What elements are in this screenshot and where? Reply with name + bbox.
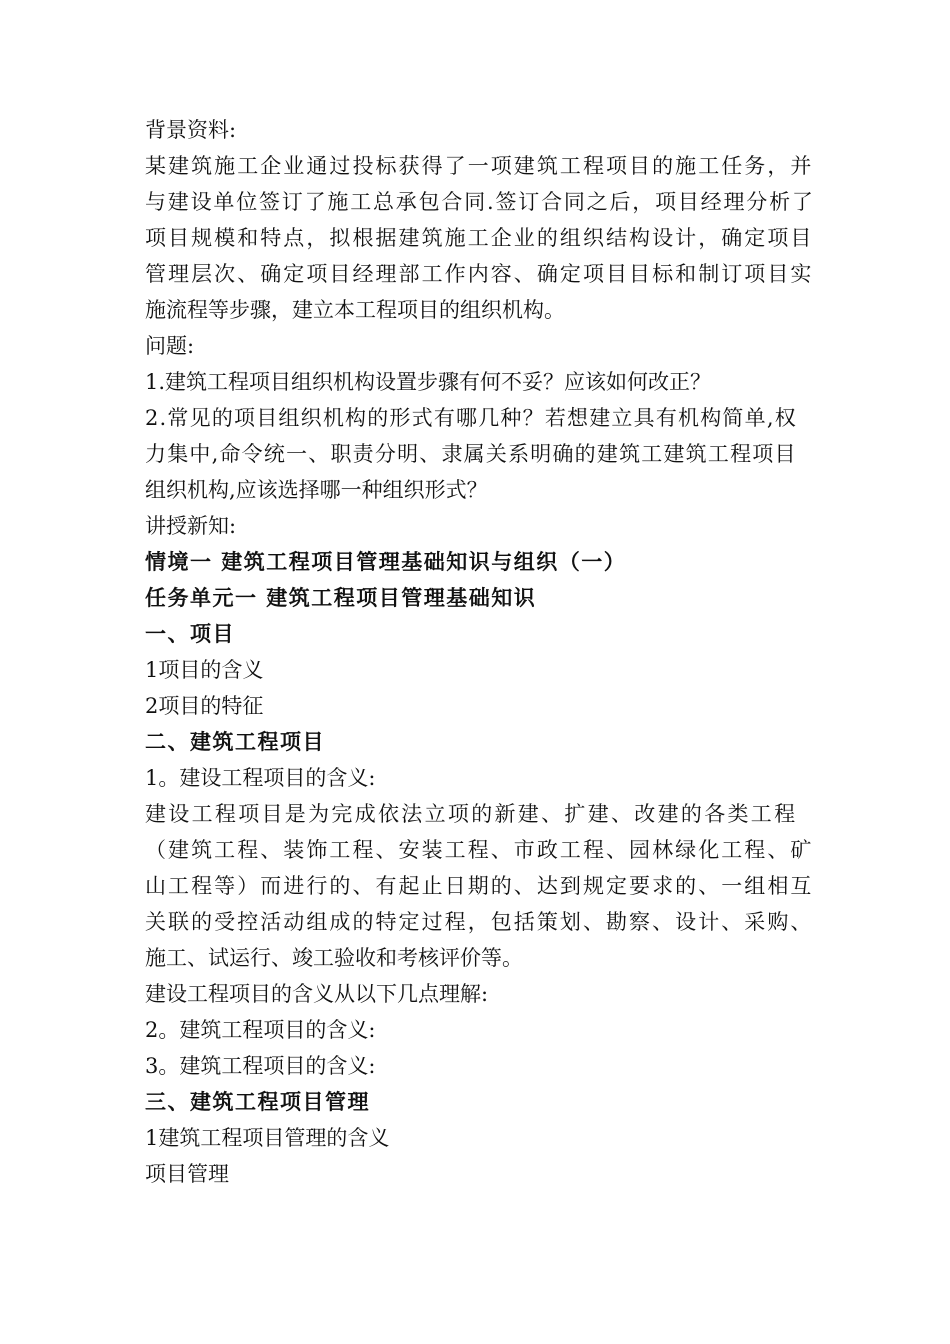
- question-1: 1.建筑工程项目组织机构设置步骤有何不妥？应该如何改正？: [145, 370, 712, 394]
- question-2-line-2: 力集中,命令统一、职责分明、隶属关系明确的建筑工建筑工程项目: [145, 442, 797, 466]
- background-paragraph-line-4: 管理层次、确定项目经理部工作内容、确定项目目标和制订项目实: [145, 262, 814, 286]
- new-knowledge-heading: 讲授新知:: [145, 514, 237, 538]
- project-management-label: 项目管理: [145, 1162, 229, 1186]
- questions-heading: 问题:: [145, 334, 195, 358]
- section-2-item-3: 3。建筑工程项目的含义:: [145, 1054, 376, 1078]
- question-2-line-3: 组织机构,应该选择哪一种组织形式？: [145, 478, 488, 502]
- section-1-item-1: 1项目的含义: [145, 658, 264, 682]
- section-3-item-1: 1建筑工程项目管理的含义: [145, 1126, 390, 1150]
- section-1-heading: 一、项目: [145, 621, 235, 646]
- definition-paragraph-line-4: 关联的受控活动组成的特定过程，包括策划、勘察、设计、采购、: [145, 910, 814, 934]
- definition-explanation: 建设工程项目的含义从以下几点理解:: [145, 982, 489, 1006]
- section-2-item-2: 2。建筑工程项目的含义:: [145, 1018, 376, 1042]
- background-paragraph-line-1: 某建筑施工企业通过投标获得了一项建筑工程项目的施工任务，并: [145, 154, 814, 178]
- scenario-title: 情境一 建筑工程项目管理基础知识与组织（一）: [145, 549, 627, 574]
- definition-paragraph-line-1: 建设工程项目是为完成依法立项的新建、扩建、改建的各类工程: [145, 802, 798, 826]
- section-1-item-2: 2项目的特征: [145, 694, 264, 718]
- definition-paragraph-line-3: 山工程等）而进行的、有起止日期的、达到规定要求的、一组相互: [145, 874, 814, 898]
- section-2-heading: 二、建筑工程项目: [145, 729, 325, 754]
- task-unit-title: 任务单元一 建筑工程项目管理基础知识: [145, 585, 537, 610]
- question-2-line-1: 2.常见的项目组织机构的形式有哪几种？若想建立具有机构简单,权: [145, 406, 797, 430]
- background-heading: 背景资料:: [145, 118, 237, 142]
- background-paragraph-line-3: 项目规模和特点，拟根据建筑施工企业的组织结构设计，确定项目: [145, 226, 814, 250]
- section-2-item-1: 1。建设工程项目的含义:: [145, 766, 376, 790]
- background-paragraph-line-2: 与建设单位签订了施工总承包合同.签订合同之后，项目经理分析了: [145, 190, 815, 214]
- background-paragraph-line-5: 施流程等步骤，建立本工程项目的组织机构。: [145, 298, 565, 322]
- definition-paragraph-line-5: 施工、试运行、竣工验收和考核评价等。: [145, 946, 523, 970]
- document-page: [145, 112, 815, 1192]
- section-3-heading: 三、建筑工程项目管理: [145, 1089, 370, 1114]
- definition-paragraph-line-2: （建筑工程、装饰工程、安装工程、市政工程、园林绿化工程、矿: [145, 838, 814, 862]
